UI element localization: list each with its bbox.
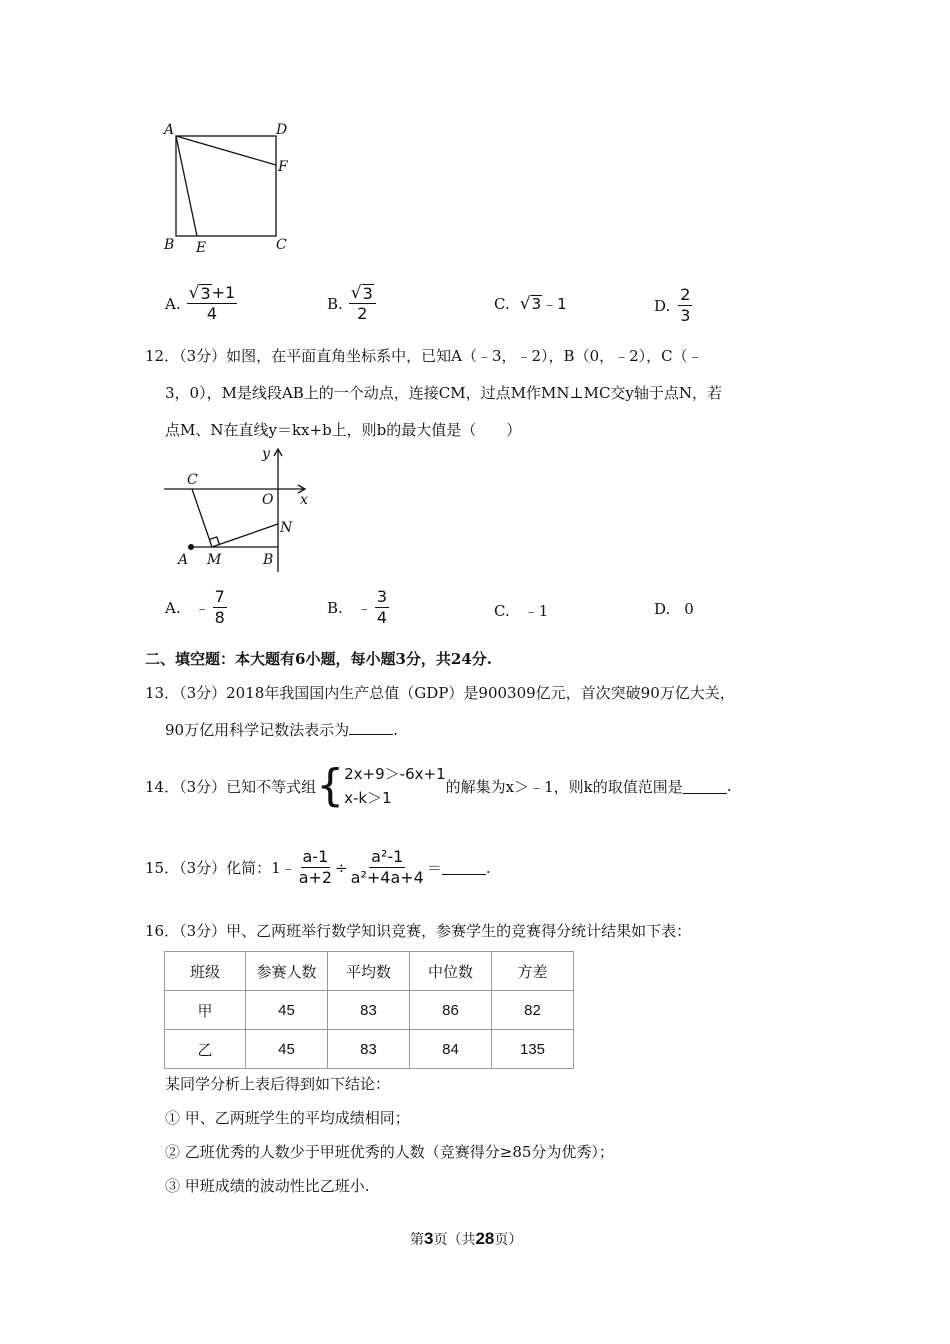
q12-line2: 3，0），M是线段AB上的一个动点，连接CM，过点M作MN⊥MC交y轴于点N，若 (165, 384, 723, 402)
q12-option-a (165, 588, 230, 627)
table-cell: 83 (328, 991, 410, 1030)
numerator: 2 (680, 285, 691, 304)
footer-text: 页） (494, 1232, 523, 1248)
numerator: a-1 (302, 847, 329, 866)
option-label: B. (327, 598, 343, 617)
table-cell: 84 (410, 1030, 492, 1069)
period: . (485, 858, 491, 877)
answer-blank (442, 860, 486, 875)
table-cell: 82 (492, 991, 574, 1030)
axis-y-label: y (262, 446, 270, 462)
label-b: B (164, 237, 175, 253)
sqrt-radicand: 3 (200, 284, 211, 303)
label-e: E (196, 240, 207, 256)
q14-suffix: 的解集为x＞﹣1，则k的取值范围是 (445, 777, 683, 796)
q16-conclusion-3: ③ 甲班成绩的波动性比乙班小. (165, 1177, 370, 1195)
label-n: N (280, 520, 293, 536)
inequality-system (344, 762, 445, 810)
option-label: A. (165, 294, 181, 313)
q16-conclusion-1: ① 甲、乙两班学生的平均成绩相同； (165, 1109, 410, 1127)
inequality-2: x-k＞1 (344, 789, 392, 807)
minus-sign: ﹣ (356, 599, 372, 617)
page-number: 3 (424, 1229, 434, 1248)
table-header-row (165, 952, 574, 991)
inequality-1: 2x+9＞-6x+1 (344, 765, 446, 783)
label-d: D (276, 122, 288, 138)
option-value: 0 (684, 600, 694, 618)
denominator: 8 (214, 608, 225, 627)
table-header: 平均数 (328, 952, 410, 991)
label-o: O (262, 492, 274, 508)
label-b: B (263, 552, 274, 568)
q11-option-d (654, 286, 695, 325)
q13-text: 90万亿用科学记数法表示为 (165, 721, 350, 739)
option-label: D. (654, 296, 671, 315)
table-header: 班级 (165, 952, 246, 991)
brace-icon: { (316, 760, 345, 811)
q13-line2 (165, 719, 398, 740)
denominator: 4 (206, 304, 218, 323)
section-title: 二、填空题：本大题有6小题，每小题3分，共24分. (145, 650, 492, 668)
denominator: a+2 (298, 868, 333, 887)
numerator: 7 (214, 587, 225, 606)
table-header: 中位数 (410, 952, 492, 991)
q12-line3: 点M、N在直线y＝kx+b上，则b的最大值是（ ） (165, 421, 522, 439)
label-c: C (187, 472, 198, 488)
total-pages: 28 (475, 1229, 495, 1248)
option-label: C. (494, 601, 510, 620)
q12-figure (160, 444, 320, 574)
option-label: D. (654, 600, 671, 618)
period: . (726, 777, 732, 795)
equals-sign: ＝ (426, 859, 442, 877)
period: . (393, 721, 398, 739)
table-header: 方差 (492, 952, 574, 991)
option-value: ﹣1 (523, 602, 549, 620)
q12-line1: 12．（3分）如图，在平面直角坐标系中，已知A（﹣3，﹣2），B（0，﹣2），C（﹣ (145, 347, 703, 365)
answer-blank (683, 779, 727, 794)
q11-option-c: C. √ 3 ﹣1 (494, 294, 567, 314)
table-row (165, 991, 574, 1030)
label-c: C (276, 237, 287, 253)
numerator-rest: +1 (211, 283, 236, 302)
answer-blank (349, 720, 393, 735)
denominator: 3 (680, 306, 691, 325)
table-cell: 135 (492, 1030, 574, 1069)
numerator: 3 (376, 587, 387, 606)
numerator: a²-1 (371, 847, 404, 866)
page-footer (410, 1229, 522, 1249)
table-row (165, 1030, 574, 1069)
stats-table (164, 951, 574, 1069)
q13-line1: 13．（3分）2018年我国国内生产总值（GDP）是900309亿元，首次突破90万亿大关， (145, 684, 735, 702)
denominator: 4 (376, 608, 387, 627)
minus-sign: ﹣ (194, 599, 210, 617)
footer-text: 页（共 (433, 1232, 476, 1248)
q14-prefix: 14．（3分）已知不等式组 (145, 777, 317, 796)
q16-conclusion-2: ② 乙班优秀的人数少于甲班优秀的人数（竞赛得分≥85分为优秀）； (165, 1143, 614, 1161)
table-header: 参赛人数 (246, 952, 328, 991)
q11-option-a: A. √ 3 +1 4 (165, 283, 236, 323)
q12-option-c (494, 600, 548, 621)
q12-option-b (327, 588, 392, 627)
axis-x-label: x (300, 492, 308, 508)
label-f: F (278, 159, 288, 175)
q14 (145, 762, 732, 810)
value-rest: ﹣1 (542, 295, 567, 313)
label-m: M (207, 552, 222, 568)
sqrt-radicand: 3 (531, 295, 542, 313)
sqrt-radicand: 3 (362, 284, 373, 303)
q11-option-b: B. √ 3 2 (327, 284, 379, 323)
table-cell: 86 (410, 991, 492, 1030)
label-a: A (178, 552, 189, 568)
option-label: A. (165, 598, 181, 617)
table-cell: 乙 (165, 1030, 246, 1069)
divide-sign: ÷ (335, 858, 348, 877)
q12-option-d (654, 600, 694, 618)
q16-intro: 16．（3分）甲、乙两班举行数学知识竞赛，参赛学生的竞赛得分统计结果如下表： (145, 922, 692, 940)
label-a: A (164, 122, 175, 138)
q11-figure (160, 118, 300, 258)
table-cell: 45 (246, 991, 328, 1030)
option-label: C. (494, 294, 510, 313)
q15-prefix: 15．（3分）化简：1﹣ (145, 859, 296, 877)
denominator: a²+4a+4 (350, 868, 424, 887)
table-cell: 83 (328, 1030, 410, 1069)
q15 (145, 848, 491, 887)
denominator: 2 (357, 304, 368, 323)
footer-text: 第 (410, 1232, 424, 1248)
q16-analysis: 某同学分析上表后得到如下结论： (165, 1075, 391, 1093)
table-cell: 45 (246, 1030, 328, 1069)
option-label: B. (327, 294, 343, 313)
table-cell: 甲 (165, 991, 246, 1030)
